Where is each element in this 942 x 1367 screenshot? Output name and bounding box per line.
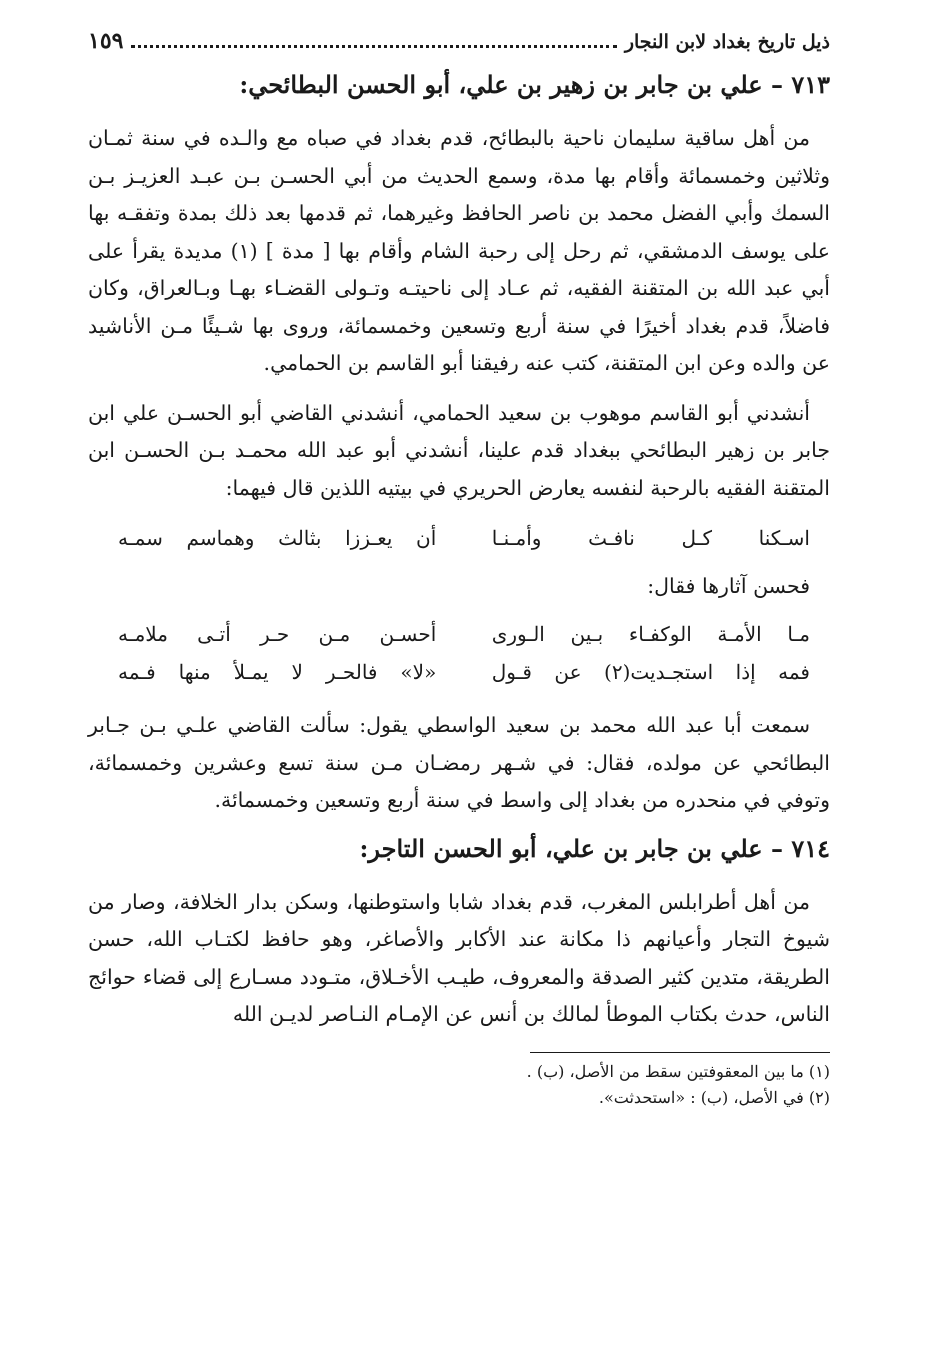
- footnote: (٢) في الأصل، (ب) : «استحدثت».: [598, 1087, 830, 1107]
- verse-hemistich-right: فمه إذا استجـديت(٢) عن قـول: [491, 660, 810, 684]
- verse-intro: فحسن آثارها فقال:: [647, 574, 810, 598]
- running-header: [88, 28, 830, 58]
- verse-line: [88, 615, 830, 653]
- verse-hemistich-right: مـا الأمـة الوكفـاء بـين الـورى: [491, 622, 810, 646]
- running-title: ذيل تاريخ بغداد لابن النجار: [624, 31, 830, 53]
- paragraph: سمعت أبا عبد الله محمد بن سعيد الواسطي يقول: سألت القاضي علـي بـن جـابر البطائحي عن مولده، فقال: في شـهر رمضـان مـن سنة تسع وعشرين وخمسمائة، وتوفي في منحدره من بغداد إلى واسط في سنة أربع وتسعين وخمسمائة.: [88, 713, 830, 812]
- footnote: (١) ما بين المعقوفتين سقط من الأصل، (ب) .: [526, 1061, 830, 1081]
- verse-hemistich-left: «لا» فالحـر لا يمـلأ منها فـمه: [118, 660, 437, 684]
- footnote-divider: [530, 1052, 830, 1053]
- verse-line: [88, 653, 830, 691]
- verse-line: [88, 519, 830, 557]
- entry-title: ٧١٣ – علي بن جابر بن زهير بن علي، أبو الحسن البطائحي:: [239, 70, 830, 99]
- paragraph: أنشدني أبو القاسم موهوب بن سعيد الحمامي، أنشدني القاضي أبو الحسـن علي ابن جابر بن زهير البطائحي ببغداد قدم علينا، أنشدني أبو عبد الله محمـد بـن الحسـن ابن المتقنة الفقيه بالرحبة لنفسه يعارض الحريري في بيتيه اللذين قال فيهما:: [88, 400, 830, 500]
- verse-hemistich-right: اسـكنا كـل نافـث وأمـنـا: [491, 526, 810, 550]
- paragraph: من أهل ساقية سليمان ناحية بالبطائح، قدم بغداد في صباه مع والـده في سنة ثمـان وثلاثين وخمسمائة وأقام بها مدة، وسمع الحديث من أبي الحسـن بـن عبـد العزيـز بـن السمك وأبي الفضل محمد بن ناصر الحافظ وغيرهما، ثم قدمها بعد ذلك بمدة وتفقـه بها على يوسف الدمشقي، ثم رحل إلى رحبة الشام وأقام بها [ مدة ] (١) مديدة يقرأ على أبي عبد الله بن المتقنة الفقيه، ثم عـاد إلى ناحيتـه وتـولى القضـاء بهـا وبـالعراق، وكان فاضلاً، قدم بغداد أخيرًا في سنة أربع وتسعين وخمسمائة، وروى بها شـيئًا مـن الأناشيد عن والده وعن ابن المتقنة، كتب عنه رفيقنا أبو القاسم بن الحمامي.: [88, 126, 831, 375]
- leader-dots: [131, 45, 616, 48]
- verse-hemistich-left: أحسـن مـن حـر أتـى ملامـه: [118, 622, 437, 646]
- paragraph: من أهل أطرابلس المغرب، قدم بغداد شابا واستوطنها، وسكن بدار الخلافة، وصار من شيوخ التجار وأعيانهم ذا مكانة عند الأكابر والأصاغر، وهو حافظ لكتـاب الله، حسن الطريقة، متدين كثير الصدقة والمعروف، طيـب الأخـلاق، متـودد مسـارع إلى قضاء حوائج الناس، حدث بكتاب الموطأ لمالك بن أنس عن الإمـام النـاصر لديـن الله: [88, 889, 830, 1026]
- poem-block: [88, 615, 830, 691]
- book-page: [88, 28, 830, 1111]
- page-number: ١٥٩: [88, 28, 124, 54]
- entry-title: ٧١٤ – علي بن جابر بن علي، أبو الحسن التاجر:: [359, 833, 830, 863]
- verse-hemistich-left: أن يعـززا بثالث وهماسم سمـه: [118, 526, 437, 550]
